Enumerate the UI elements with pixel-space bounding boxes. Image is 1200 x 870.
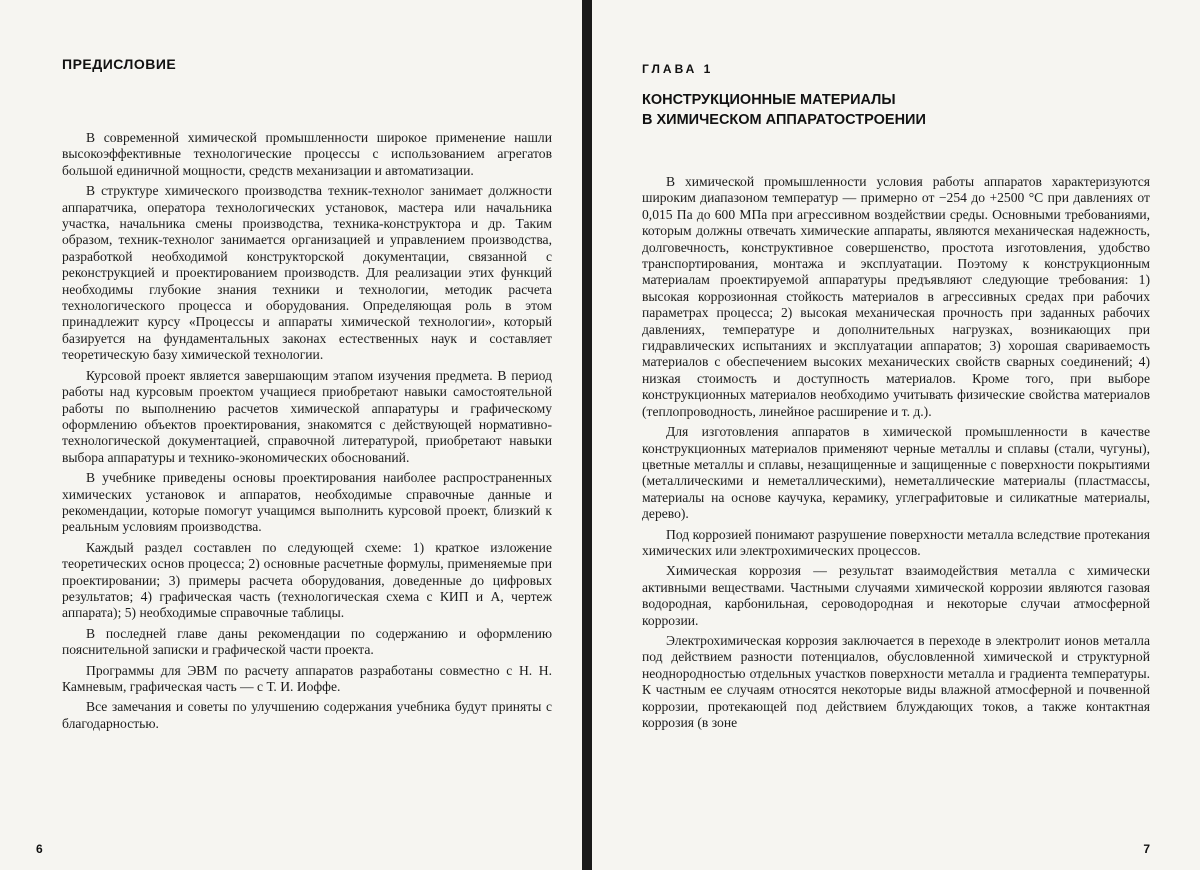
chapter-paragraph: В химической промышленности условия работы аппаратов характеризуются широким диапазоном температур — примерно от −254 до +2500 °С при давлениях от 0,015 Па до 600 МПа при агрессивном воздействии среды. Основными требованиями, которым должны отвечать химические аппараты, являются механическая надежность, долговечность, конструктивное совершенство, простота изготовления, удобство транспортирования, монтажа и эксплуатации. Поэтому к конструкционным материалам проектируемой аппаратуры предъявляют следующие требования: 1) высокая коррозионная стойкость материалов в агрессивных средах при рабочих параметрах процесса; 2) высокая механическая прочность при заданных рабочих давлениях, температуре и дополнительных нагрузках, возникающих при гидравлических испытаниях и эксплуатации аппаратов; 3) хорошая свариваемость материалов с обеспечением высоких механических свойств сварных соединений; 4) низкая стоимость и доступность материалов. Кроме того, при выборе конструкционных материалов необходимо учитывать физические свойства материалов (теплопроводность, линейное расширение и т. д.). (642, 174, 1150, 419)
chapter-label: ГЛАВА 1 (642, 62, 714, 76)
preface-paragraph: Программы для ЭВМ по расчету аппаратов разработаны совместно с Н. Н. Камневым, графическая часть — с Т. И. Иоффе. (62, 662, 552, 694)
chapter-paragraph: Под коррозией понимают разрушение поверхности металла вследствие протекания химических или электрохимических процессов. (642, 526, 1150, 558)
chapter-title-line-2: В ХИМИЧЕСКОМ АППАРАТОСТРОЕНИИ (642, 112, 926, 128)
page-number-left: 6 (36, 842, 43, 856)
preface-heading: ПРЕДИСЛОВИЕ (62, 56, 177, 72)
chapter-paragraph: Химическая коррозия — результат взаимодействия металла с химически активными веществами. Частными случаями химической коррозии являются газовая водородная, карбонильная, сероводородная и некоторые случаи атмосферной коррозии. (642, 563, 1150, 628)
right-page (592, 0, 1200, 870)
preface-paragraph: В учебнике приведены основы проектирования наиболее распространенных химических установок и аппаратов, необходимые справочные данные и рекомендации, которые помогут учащимся выполнить курсовой проект, близкий к реальным условиям производства. (62, 470, 552, 535)
page-number-right: 7 (1143, 842, 1150, 856)
preface-paragraph: Каждый раздел составлен по следующей схеме: 1) краткое изложение теоретических основ процесса; 2) основные расчетные формулы, применяемые при проектировании; 3) примеры расчета оборудования, доведенные до цифровых результатов; 4) графическая часть (технологическая схема с КИП и А, чертеж аппарата); 5) необходимые справочные таблицы. (62, 539, 552, 621)
chapter-title (642, 90, 1150, 130)
preface-paragraph: В структуре химического производства техник-технолог занимает должности аппаратчика, оператора технологических установок, мастера или начальника участка, начальника смены производства, техника-конструктора и др. Таким образом, техник-технолог занимается организацией и управлением производства, разработкой необходимой конструкторской документации, связанной с реконструкцией и проектированием производств. Для реализации этих функций необходимы глубокие знания техники и технологии, методик расчета технологического процесса и оборудования. Определяющая роль в этом принадлежит курсу «Процессы и аппараты химической технологии», который базируется на фундаментальных законах естественных наук и составляет теоретическую базу химической технологии. (62, 183, 552, 363)
chapter-title-line-1: КОНСТРУКЦИОННЫЕ МАТЕРИАЛЫ (642, 92, 896, 108)
book-gutter (582, 0, 592, 870)
preface-paragraph: В современной химической промышленности широкое применение нашли высокоэффективные технологические процессы с использованием агрегатов большой единичной мощности, средств механизации и автоматизации. (62, 130, 552, 178)
left-page (0, 0, 582, 870)
preface-paragraph: В последней главе даны рекомендации по содержанию и оформлению пояснительной записки и графической части проекта. (62, 625, 552, 658)
preface-paragraph: Все замечания и советы по улучшению содержания учебника будут приняты с благодарностью. (62, 699, 552, 731)
chapter-paragraph: Для изготовления аппаратов в химической промышленности в качестве конструкционных материалов применяют черные металлы и сплавы (стали, чугуны), цветные металлы и сплавы, незащищенные и защищенные с поверхности покрытиями (металлическими и неметаллическими), неметаллические материалы (пластмассы, материалы на основе каучука, керамику, углеграфитовые и силикатные материалы, дерево). (642, 424, 1150, 522)
preface-paragraph: Курсовой проект является завершающим этапом изучения предмета. В период работы над курсовым проектом учащиеся приобретают навыки самостоятельной работы по выполнению расчетов химической аппаратуры и графическому оформлению объектов проектирования, знакомятся с действующей нормативно-технологической документацией, справочной литературой, приобретают навыки выбора аппаратуры и технико-экономических обоснований. (62, 367, 552, 465)
chapter-paragraph: Электрохимическая коррозия заключается в переходе в электролит ионов металла под действием разности потенциалов, обусловленной химической и структурной неоднородностью отдельных участков поверхности металла и градиента температуры. К частным ее случаям относятся некоторые виды влажной атмосферной и почвенной коррозии, протекающей под действием блуждающих токов, а также контактная коррозия (в зоне (642, 632, 1150, 730)
